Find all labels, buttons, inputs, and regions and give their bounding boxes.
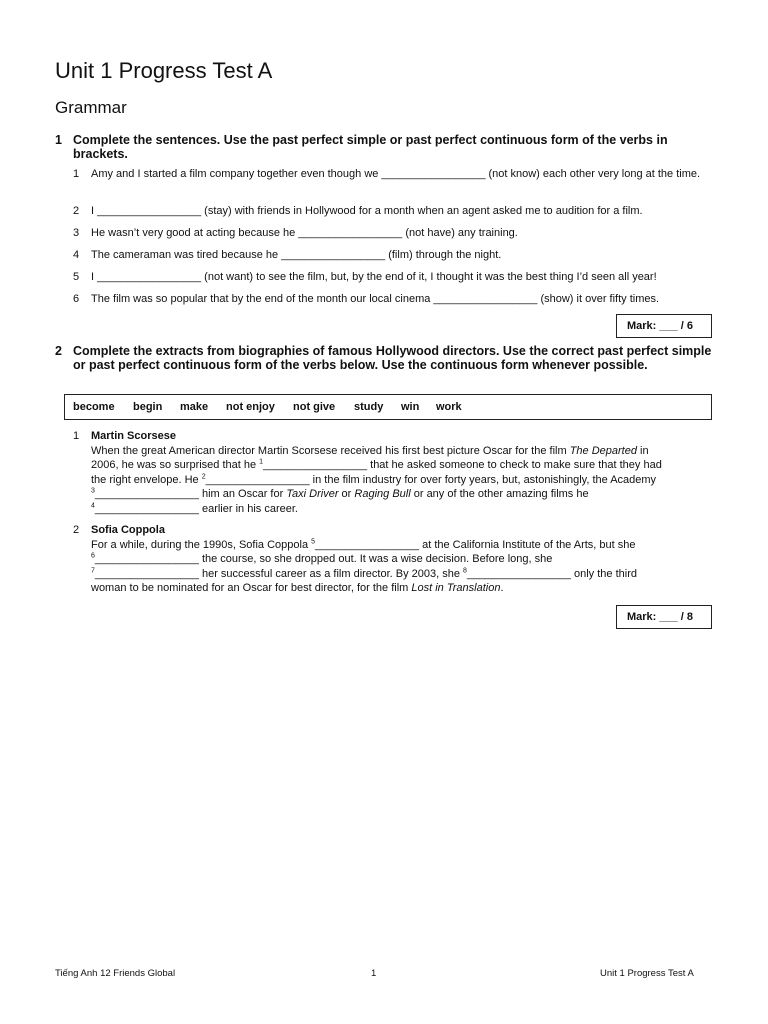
item-text: I _________________ (not want) to see the film, but, by the end of it, I thought it was the best thing I’d seen all year! [91,271,657,283]
item-number: 6 [73,293,80,305]
text: When the great American director Martin Scorsese received his first best picture Oscar for the film [91,444,570,457]
text-line [91,581,708,596]
item-number: 1 [73,430,80,442]
item-text: The film was so popular that by the end of the month our local cinema _________________ (show) it over fifty times. [91,293,660,305]
text-line [91,502,708,517]
film-title: Raging Bull [354,488,411,500]
text-line [91,458,708,473]
word: win [401,401,420,413]
question-number: 1 [55,133,62,147]
item-text: Amy and I started a film company together even though we _________________ (not know) each other very long at the time. [91,168,701,180]
gap-number: 3 [91,487,95,495]
text-line [91,538,708,553]
text: _________________ at the California Institute of the Arts, but she [315,538,636,551]
gap-number: 1 [259,458,264,466]
biography-name: Martin Scorsese [91,430,176,442]
text: or [338,488,355,500]
item-number: 2 [73,524,80,536]
text: the right envelope. He [91,473,202,486]
footer-right: Unit 1 Progress Test A [600,968,694,979]
word: become [73,401,115,413]
gap-number: 8 [463,566,467,574]
film-title: Taxi Driver [286,488,339,500]
word: make [180,401,209,413]
mark-box: Mark: ___ / 8 [616,605,712,629]
gap-number: 4 [91,501,95,509]
text: _________________ her successful career as a film director. By 2003, she [94,567,464,580]
text: For a while, during the 1990s, Sofia Coppola [91,538,312,551]
gap-number: 2 [201,472,206,480]
item-number: 1 [73,168,80,180]
text: 2006, he was so surprised that he [91,459,260,471]
film-title: The Departed [569,444,637,457]
gap-number: 7 [91,566,95,574]
mark-box: Mark: ___ / 6 [616,314,712,338]
item-number: 5 [73,271,80,283]
text: _________________ in the film industry for over forty years, but, astonishingly, the Academy [205,473,657,486]
page-number: 1 [371,968,377,979]
item-number: 4 [73,249,80,261]
text-line [91,487,708,502]
text: in [636,444,649,457]
film-title: Lost in Translation [411,582,501,594]
item-number: 3 [73,227,80,239]
footer-left: Tiếng Anh 12 Friends Global [55,968,176,979]
text: woman to be nominated for an Oscar for best director, for the film [91,582,412,594]
item-text: He wasn’t very good at acting because he _________________ (not have) any training. [91,227,518,239]
text-line [91,567,708,582]
gap-number: 6 [91,552,95,560]
item-text: I _________________ (stay) with friends in Hollywood for a month when an agent asked me to audition for a film. [91,205,643,217]
word: not give [293,401,336,413]
text-line [91,444,708,459]
instruction-text: Complete the extracts from biographies of famous Hollywood directors. Use the correct past perfect simple or past perfect continuous form of the verbs below. Use the continuous form whenever possible. [73,344,712,372]
text: or any of the other amazing films he [410,488,589,500]
page-title: Unit 1 Progress Test A [55,58,273,83]
word-box [64,394,712,420]
item-text: The cameraman was tired because he _________________ (film) through the night. [91,249,502,261]
question-number: 2 [55,344,62,358]
text: _________________ him an Oscar for [94,488,287,500]
word: not enjoy [226,401,275,413]
text: _________________ earlier in his career. [94,502,298,515]
text-line [91,473,708,488]
text: _________________ that he asked someone to check to make sure that they had [263,459,662,471]
biography-name: Sofia Coppola [91,524,165,536]
item-number: 2 [73,205,80,217]
word: work [436,401,462,413]
text: _________________ the course, so she dropped out. It was a wise decision. Before long, she [94,553,553,565]
gap-number: 5 [311,537,316,545]
text: . [500,582,504,594]
word: begin [133,401,163,413]
word: study [354,401,384,413]
text: _________________ only the third [466,567,637,580]
text-line [91,552,708,567]
instruction-text: Complete the sentences. Use the past perfect simple or past perfect continuous form of the verbs in brackets. [73,133,668,161]
section-title: Grammar [55,98,127,117]
